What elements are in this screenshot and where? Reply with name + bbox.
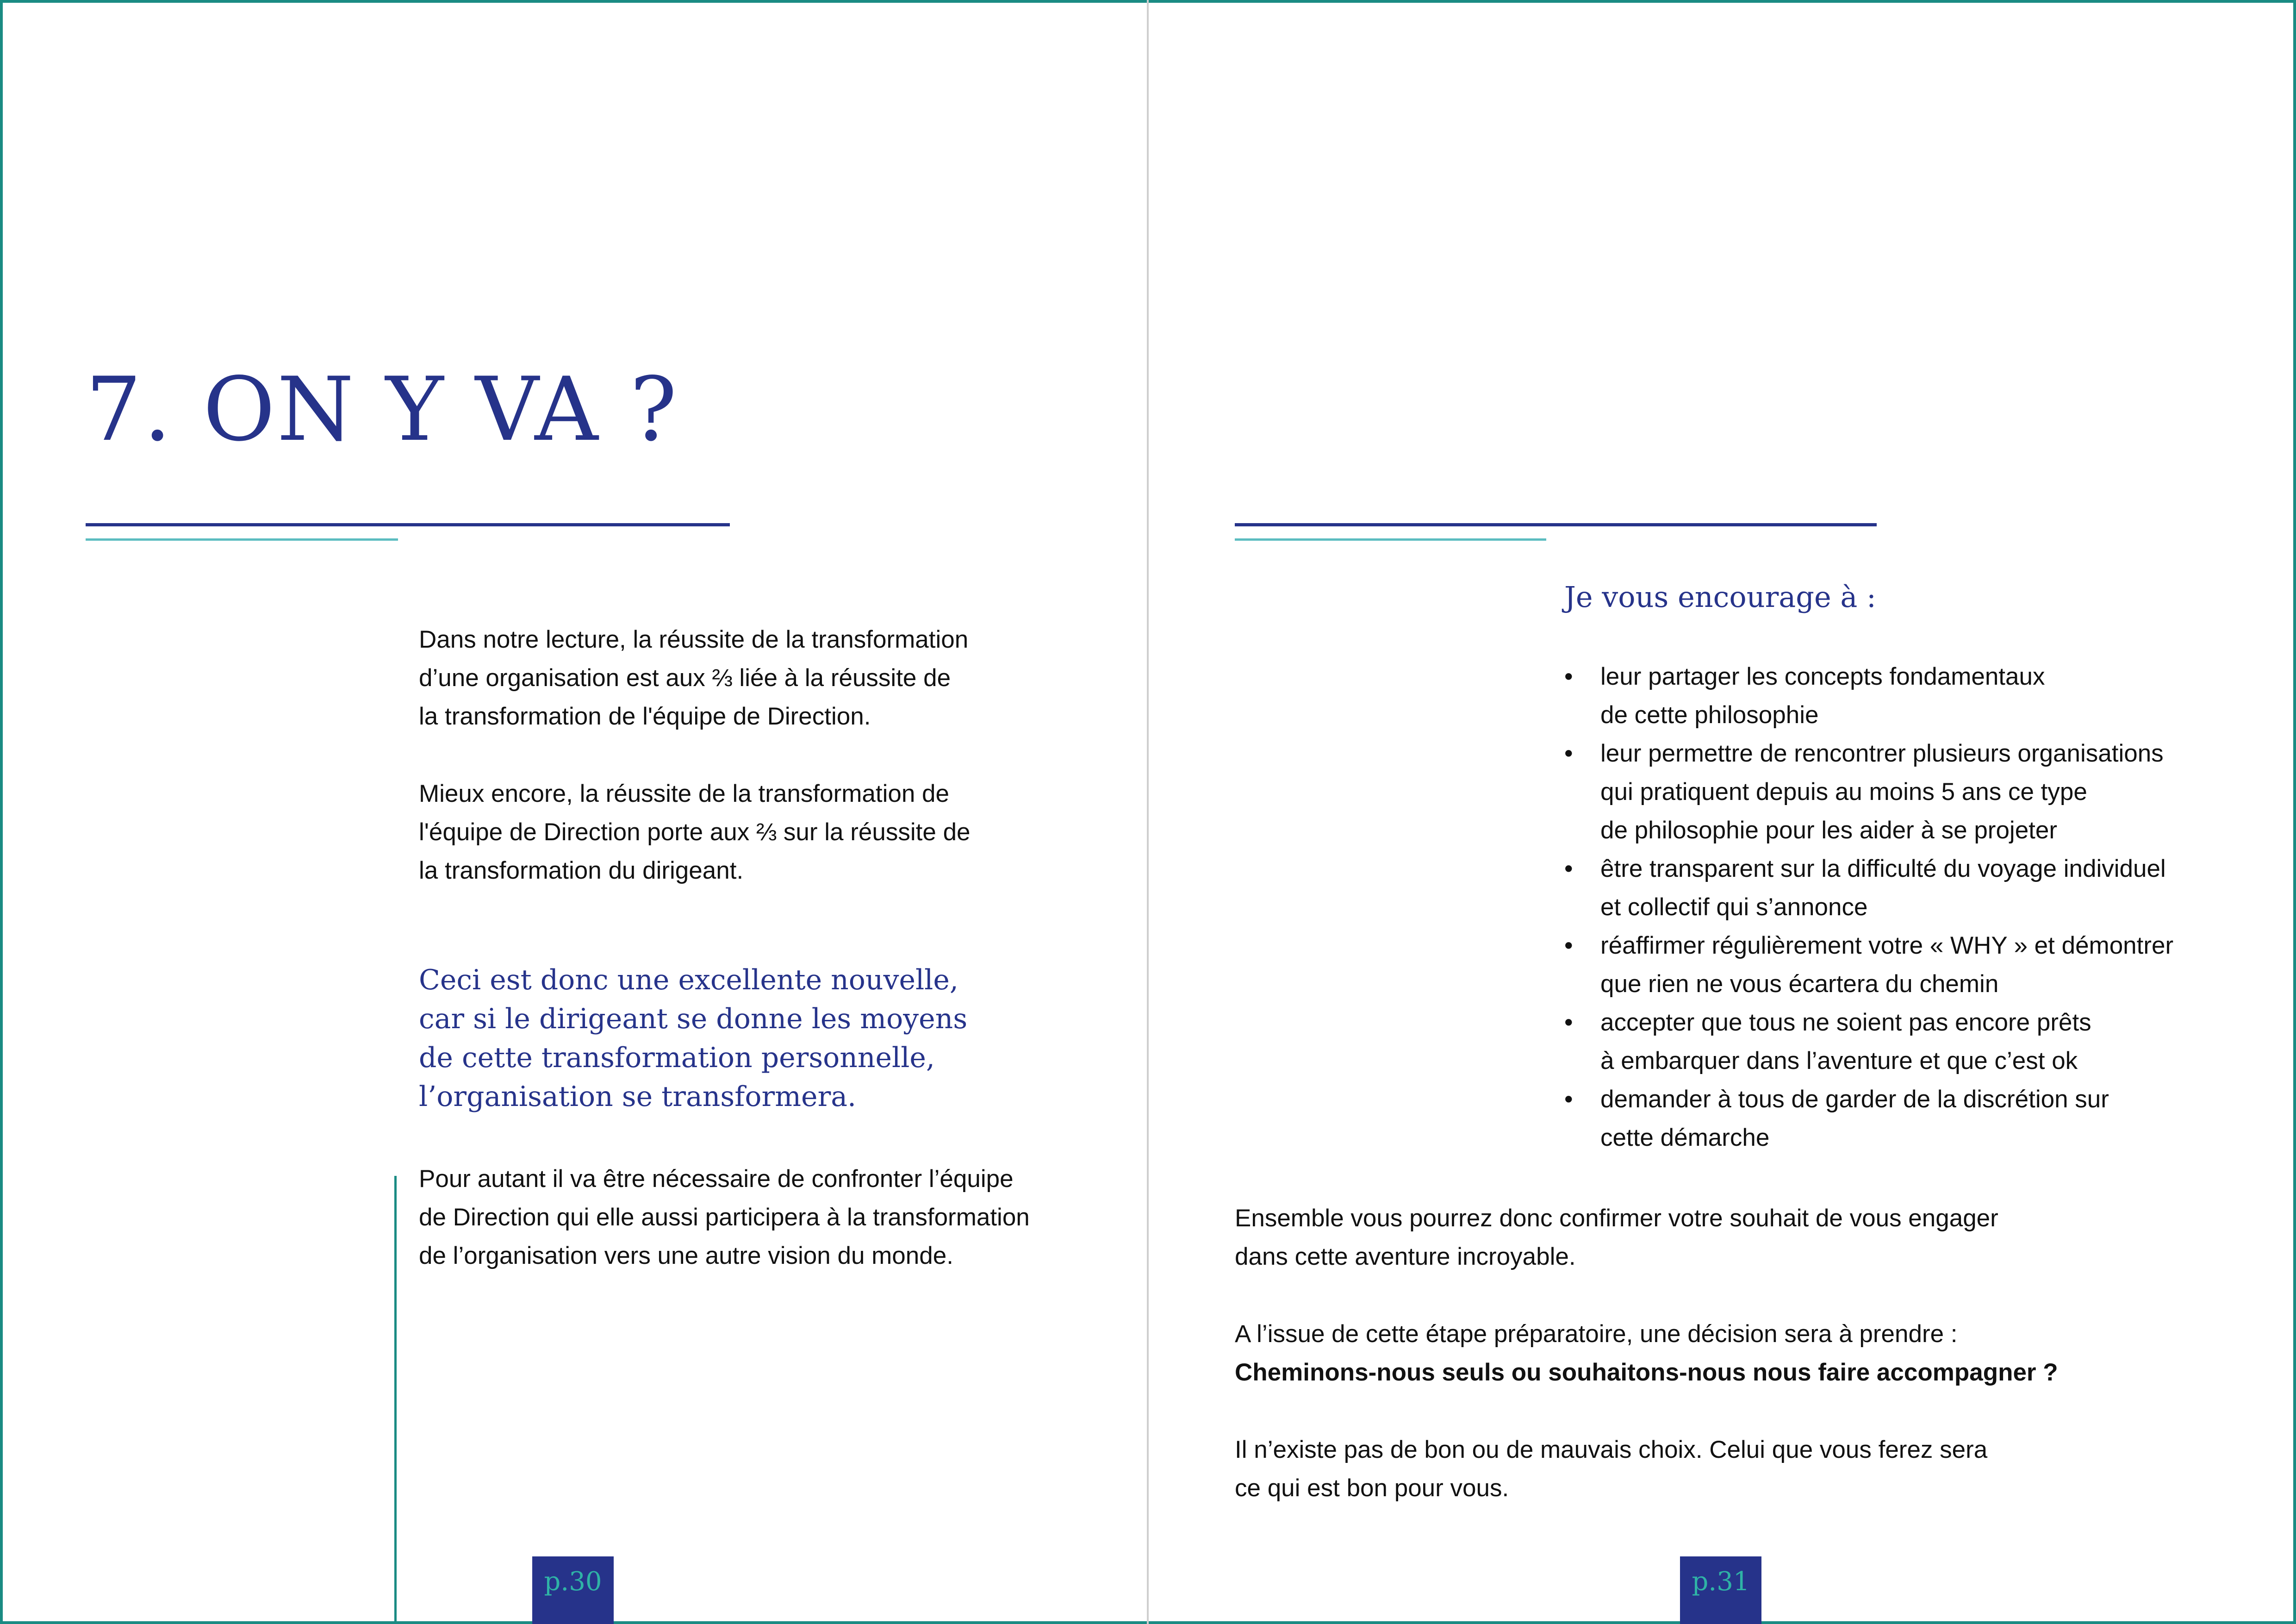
right-rule-teal: [1235, 538, 1546, 541]
list-item-text: leur permettre de rencontrer plusieurs organisations qui pratiquent depuis au moins 5 ans ce type de philosophie pour les aider à se projeter: [1600, 740, 2164, 844]
decision-paragraph: A l’issue de cette étape préparatoire, une décision sera à prendre :: [1235, 1320, 1958, 1348]
bullet-icon: •: [1564, 740, 1573, 767]
list-item: [1564, 1003, 2173, 1080]
list-item: [1564, 849, 2173, 926]
page-number: p.30: [544, 1567, 602, 1597]
page-number: p.31: [1692, 1567, 1750, 1597]
closing-paragraph: Pour autant il va être nécessaire de confronter l’équipe de Direction qui elle aussi participera à la transformation de l’organisation vers une autre vision du monde.: [419, 1165, 1030, 1269]
list-item: [1564, 657, 2173, 734]
intro-paragraph: Dans notre lecture, la réussite de la transformation d’une organisation est aux ⅔ liée à la réussite de la transformation de l'équipe de Direction.: [419, 626, 969, 730]
page-number-box: [1680, 1556, 1761, 1624]
page-spine: [1147, 0, 1149, 1624]
page-number-box: [532, 1556, 614, 1624]
list-item: [1564, 926, 2173, 1003]
list-item: [1564, 734, 2173, 849]
second-paragraph: Mieux encore, la réussite de la transformation de l'équipe de Direction porte aux ⅔ sur la réussite de la transformation du dirigeant.: [419, 780, 971, 884]
list-item-text: réaffirmer régulièrement votre « WHY » et démontrer que rien ne vous écartera du chemin: [1600, 932, 2174, 998]
right-rule-dark: [1235, 523, 1877, 526]
title-rule-dark: [86, 523, 730, 526]
title-rule-teal: [86, 538, 398, 541]
chapter-title: 7. ON Y VA ?: [86, 358, 679, 461]
margin-accent-line: [394, 1176, 397, 1624]
encouragement-lead: Je vous encourage à :: [1564, 580, 1876, 614]
list-item-text: demander à tous de garder de la discrétion sur cette démarche: [1600, 1086, 2109, 1151]
together-paragraph: Ensemble vous pourrez donc confirmer votre souhait de vous engager dans cette aventure incroyable.: [1235, 1205, 1998, 1270]
bullet-icon: •: [1564, 1009, 1573, 1036]
list-item-text: leur partager les concepts fondamentaux de cette philosophie: [1600, 663, 2045, 729]
pull-quote: Ceci est donc une excellente nouvelle, car si le dirigeant se donne les moyens de cette transformation personnelle, l’organisation se transformera.: [419, 964, 968, 1113]
choice-paragraph: Il n’existe pas de bon ou de mauvais choix. Celui que vous ferez sera ce qui est bon pour vous.: [1235, 1436, 1988, 1502]
list-item-text: être transparent sur la difficulté du voyage individuel et collectif qui s’annonce: [1600, 855, 2166, 921]
list-item-text: accepter que tous ne soient pas encore prêts à embarquer dans l’aventure et que c’est ok: [1600, 1009, 2091, 1074]
bullet-icon: •: [1564, 932, 1573, 959]
encouragement-list: [1564, 657, 2173, 1157]
bullet-icon: •: [1564, 1086, 1573, 1113]
bullet-icon: •: [1564, 663, 1573, 690]
list-item: [1564, 1080, 2173, 1157]
bullet-icon: •: [1564, 855, 1573, 882]
decision-question: Cheminons-nous seuls ou souhaitons-nous nous faire accompagner ?: [1235, 1359, 2058, 1386]
